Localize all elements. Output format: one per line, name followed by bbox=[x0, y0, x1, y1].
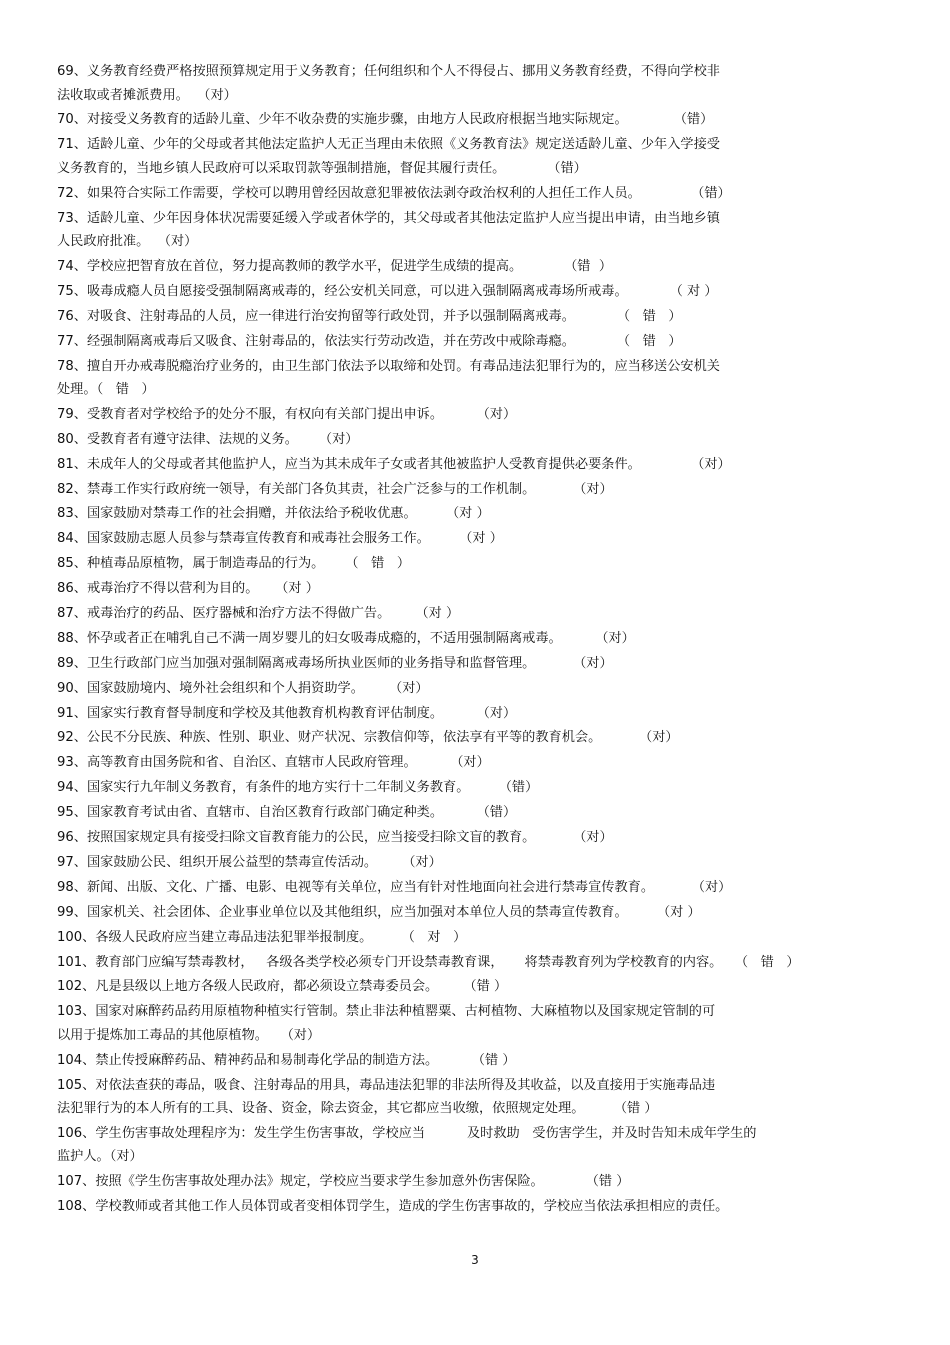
document-body bbox=[57, 60, 907, 1220]
question-item bbox=[57, 901, 907, 925]
question-text-line: 100、各级人民政府应当建立毒品违法犯罪举报制度。 （ 对 ） bbox=[57, 929, 467, 945]
question-item bbox=[57, 182, 907, 206]
question-item bbox=[57, 801, 907, 825]
question-item bbox=[57, 951, 907, 975]
question-item bbox=[57, 627, 907, 651]
question-item bbox=[57, 60, 907, 107]
question-text-line: 71、适龄儿童、少年的父母或者其他法定监护人无正当理由未依照《义务教育法》规定送适龄儿童、少年入学接受 bbox=[57, 137, 720, 153]
question-text-line: 108、学校教师或者其他工作人员体罚或者变相体罚学生，造成的学生伤害事故的，学校应当依法承担相应的责任。 bbox=[57, 1199, 729, 1215]
question-text-line: 监护人。（对） bbox=[57, 1149, 143, 1165]
question-item bbox=[57, 355, 907, 402]
question-text-line: 95、国家教育考试由省、直辖市、自治区教育行政部门确定种类。 （错） bbox=[57, 805, 517, 821]
question-text-line: 80、受教育者有遵守法律、法规的义务。 （对） bbox=[57, 431, 359, 447]
question-item bbox=[57, 1074, 907, 1121]
question-item bbox=[57, 826, 907, 850]
question-item bbox=[57, 702, 907, 726]
question-item bbox=[57, 133, 907, 180]
question-text-line: 90、国家鼓励境内、境外社会组织和个人捐资助学。 （对） bbox=[57, 680, 429, 696]
question-item bbox=[57, 975, 907, 999]
question-item bbox=[57, 527, 907, 551]
question-item bbox=[57, 108, 907, 132]
question-item bbox=[57, 1122, 907, 1169]
question-item bbox=[57, 478, 907, 502]
question-item bbox=[57, 652, 907, 676]
page-number: 3 bbox=[471, 1253, 479, 1267]
question-text-line: 85、种植毒品原植物，属于制造毒品的行为。 （ 错 ） bbox=[57, 556, 411, 572]
question-item bbox=[57, 428, 907, 452]
question-text-line: 86、戒毒治疗不得以营利为目的。 （对 ） bbox=[57, 581, 319, 597]
question-text-line: 98、新闻、出版、文化、广播、电影、电视等有关单位，应当有针对性地面向社会进行禁毒宣传教育。 （对） bbox=[57, 879, 732, 895]
question-text-line: 义务教育的，当地乡镇人民政府可以采取罚款等强制措施，督促其履行责任。 （错） bbox=[57, 160, 587, 176]
question-text-line: 93、高等教育由国务院和省、自治区、直辖市人民政府管理。 （对） bbox=[57, 755, 490, 771]
question-item bbox=[57, 602, 907, 626]
question-item bbox=[57, 726, 907, 750]
question-item bbox=[57, 1195, 907, 1219]
question-text-line: 74、学校应把智育放在首位，努力提高教师的教学水平，促进学生成绩的提高。 （错 ） bbox=[57, 258, 613, 274]
question-text-line: 以用于提炼加工毒品的其他原植物。 （对） bbox=[57, 1027, 321, 1043]
question-text-line: 75、吸毒成瘾人员自愿接受强制隔离戒毒的，经公安机关同意，可以进入强制隔离戒毒场所戒毒。 （ 对 ） bbox=[57, 283, 718, 299]
question-text-line: 77、经强制隔离戒毒后又吸食、注射毒品的，依法实行劳动改造，并在劳改中戒除毒瘾。 （ 错 ） bbox=[57, 333, 682, 349]
question-text-line: 87、戒毒治疗的药品、医疗器械和治疗方法不得做广告。 （对 ） bbox=[57, 606, 460, 622]
question-item bbox=[57, 677, 907, 701]
question-text-line: 97、国家鼓励公民、组织开展公益型的禁毒宣传活动。 （对） bbox=[57, 854, 442, 870]
question-text-line: 83、国家鼓励对禁毒工作的社会捐赠，并依法给予税收优惠。 （对 ） bbox=[57, 506, 490, 522]
question-text-line: 102、凡是县级以上地方各级人民政府，都必须设立禁毒委员会。 （错 ） bbox=[57, 979, 508, 995]
question-text-line: 84、国家鼓励志愿人员参与禁毒宣传教育和戒毒社会服务工作。 （对 ） bbox=[57, 531, 503, 547]
question-text-line: 88、怀孕或者正在哺乳自己不满一周岁婴儿的妇女吸毒成瘾的，不适用强制隔离戒毒。 （对） bbox=[57, 630, 635, 646]
question-text-line: 104、禁止传授麻醉药品、精神药品和易制毒化学品的制造方法。 （错 ） bbox=[57, 1052, 516, 1068]
question-item bbox=[57, 1000, 907, 1047]
question-item bbox=[57, 280, 907, 304]
question-item bbox=[57, 255, 907, 279]
question-text-line: 法收取或者摊派费用。 （对） bbox=[57, 87, 237, 103]
question-text-line: 103、国家对麻醉药品药用原植物种植实行管制。禁止非法种植罂粟、古柯植物、大麻植物以及国家规定管制的可 bbox=[57, 1004, 716, 1020]
question-text-line: 91、国家实行教育督导制度和学校及其他教育机构教育评估制度。 （对） bbox=[57, 705, 517, 721]
question-item bbox=[57, 751, 907, 775]
question-text-line: 105、对依法查获的毒品，吸食、注射毒品的用具，毒品违法犯罪的非法所得及其收益，以及直接用于实施毒品违 bbox=[57, 1077, 716, 1093]
question-text-line: 人民政府批准。 （对） bbox=[57, 234, 198, 250]
question-text-line: 107、按照《学生伤害事故处理办法》规定，学校应当要求学生参加意外伤害保险。 （错 ） bbox=[57, 1174, 630, 1190]
question-item bbox=[57, 876, 907, 900]
question-text-line: 79、受教育者对学校给予的处分不服，有权向有关部门提出申诉。 （对） bbox=[57, 406, 517, 422]
question-item bbox=[57, 552, 907, 576]
question-item bbox=[57, 1170, 907, 1194]
question-text-line: 101、教育部门应编写禁毒教材， 各级各类学校必须专门开设禁毒教育课， 将禁毒教育列为学校教育的内容。 （ 错 ） bbox=[57, 954, 800, 970]
question-text-line: 78、擅自开办戒毒脱瘾治疗业务的，由卫生部门依法予以取缔和处罚。有毒品违法犯罪行为的，应当移送公安机关 bbox=[57, 358, 720, 374]
question-text-line: 81、未成年人的父母或者其他监护人，应当为其未成年子女或者其他被监护人受教育提供必要条件。 （对） bbox=[57, 456, 731, 472]
question-item bbox=[57, 305, 907, 329]
question-item bbox=[57, 1049, 907, 1073]
question-text-line: 70、对接受义务教育的适龄儿童、少年不收杂费的实施步骤，由地方人民政府根据当地实际规定。 （错） bbox=[57, 112, 714, 128]
question-item bbox=[57, 453, 907, 477]
question-item bbox=[57, 851, 907, 875]
question-item bbox=[57, 403, 907, 427]
question-text-line: 73、适龄儿童、少年因身体状况需要延缓入学或者休学的，其父母或者其他法定监护人应当提出申请，由当地乡镇 bbox=[57, 210, 720, 226]
question-text-line: 106、学生伤害事故处理程序为：发生学生伤害事故，学校应当 及时救助 受伤害学生，并及时告知未成年学生的 bbox=[57, 1125, 757, 1141]
question-text-line: 96、按照国家规定具有接受扫除文盲教育能力的公民，应当接受扫除文盲的教育。 （对） bbox=[57, 830, 613, 846]
question-text-line: 94、国家实行九年制义务教育，有条件的地方实行十二年制义务教育。 （错） bbox=[57, 780, 539, 796]
question-item bbox=[57, 502, 907, 526]
question-item bbox=[57, 776, 907, 800]
question-text-line: 76、对吸食、注射毒品的人员，应一律进行治安拘留等行政处罚，并予以强制隔离戒毒。 （ 错 ） bbox=[57, 308, 682, 324]
question-text-line: 法犯罪行为的本人所有的工具、设备、资金，除去资金，其它都应当收缴，依照规定处理。 （错 ） bbox=[57, 1101, 658, 1117]
question-item bbox=[57, 577, 907, 601]
question-text-line: 89、卫生行政部门应当加强对强制隔离戒毒场所执业医师的业务指导和监督管理。 （对） bbox=[57, 655, 613, 671]
question-text-line: 69、义务教育经费严格按照预算规定用于义务教育；任何组织和个人不得侵占、挪用义务教育经费，不得向学校非 bbox=[57, 64, 720, 79]
question-text-line: 处理。（ 错 ） bbox=[57, 382, 155, 398]
question-item bbox=[57, 926, 907, 950]
question-text-line: 92、公民不分民族、种族、性别、职业、财产状况、宗教信仰等，依法享有平等的教育机会。 （对） bbox=[57, 730, 679, 746]
question-text-line: 99、国家机关、社会团体、企业事业单位以及其他组织，应当加强对本单位人员的禁毒宣传教育。 （对 ） bbox=[57, 904, 701, 920]
question-item bbox=[57, 330, 907, 354]
question-text-line: 72、如果符合实际工作需要，学校可以聘用曾经因故意犯罪被依法剥夺政治权利的人担任工作人员。 （错） bbox=[57, 185, 731, 201]
question-text-line: 82、禁毒工作实行政府统一领导，有关部门各负其责，社会广泛参与的工作机制。 （对） bbox=[57, 481, 613, 497]
question-item bbox=[57, 207, 907, 254]
